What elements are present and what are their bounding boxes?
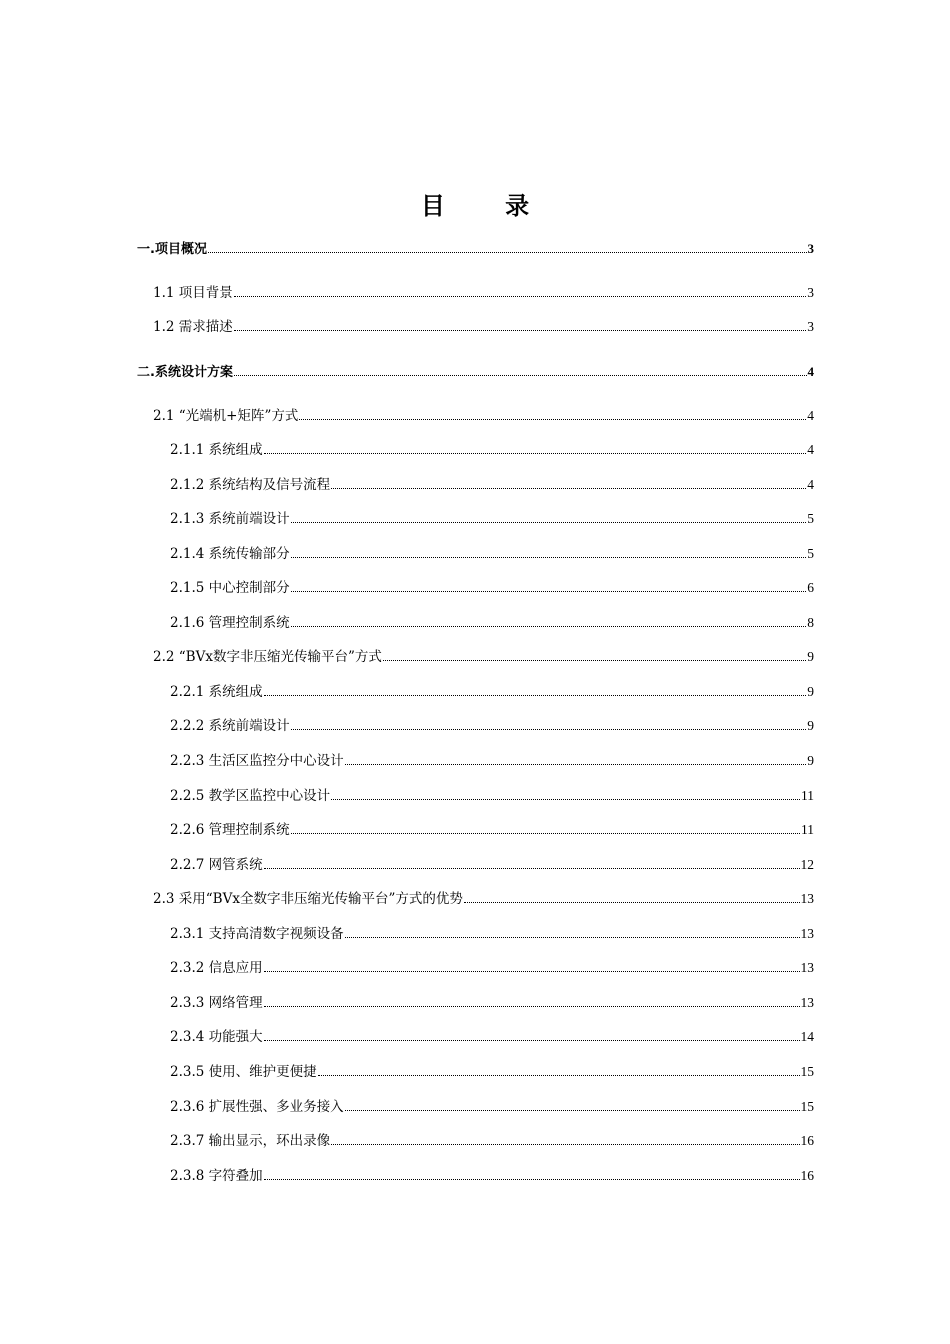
toc-entry-text: 2.3.1 支持高清数字视频设备 [170,926,344,942]
toc-entry[interactable] [170,1028,814,1046]
toc-entry[interactable] [170,994,814,1012]
toc-entry-page: 9 [807,649,814,664]
toc-entry[interactable] [170,510,814,528]
toc-entry-page: 13 [800,891,814,906]
toc-entry-text: 一.项目概况 [137,242,207,257]
leader-dots [345,763,807,765]
toc-entry-page: 3 [807,285,814,300]
leader-dots [331,487,806,489]
leader-dots [264,694,807,696]
toc-entry-page: 12 [800,857,814,872]
toc-entry[interactable] [137,240,814,259]
toc-entry[interactable] [170,579,814,597]
toc-entry-text: 2.2.2 系统前端设计 [170,718,290,734]
toc-entry-text: 2.1 “光端机+矩阵”方式 [153,408,299,424]
toc-entry-page: 8 [807,615,814,630]
toc-entry[interactable] [170,476,814,494]
leader-dots [291,728,807,730]
toc-entry-text: 2.1.2 系统结构及信号流程 [170,477,331,493]
toc-entry-page: 5 [807,511,814,526]
toc-entry-text: 2.3.7 输出显示，环出录像 [170,1133,331,1149]
toc-entry-page: 5 [807,546,814,561]
toc-entry[interactable] [170,441,814,459]
toc-entry[interactable] [153,890,814,908]
toc-entry-page: 16 [800,1168,814,1183]
toc-entry-page: 4 [807,442,814,457]
toc-entry-page: 9 [807,718,814,733]
leader-dots [345,936,800,938]
toc-entry-text: 1.1 项目背景 [153,285,233,301]
toc-entry-text: 2.3.4 功能强大 [170,1029,263,1045]
leader-dots [264,867,800,869]
toc-entry-text: 二.系统设计方案 [137,365,233,380]
leader-dots [331,798,800,800]
toc-entry-text: 2.1.5 中心控制部分 [170,580,290,596]
leader-dots [264,970,800,972]
toc-entry-text: 2.3.5 使用、维护更便捷 [170,1064,317,1080]
toc-entry-text: 2.1.6 管理控制系统 [170,615,290,631]
toc-entry-text: 2.2 “BVx数字非压缩光传输平台”方式 [153,649,382,665]
toc-entry-page: 3 [807,241,814,256]
toc-entry-text: 2.2.6 管理控制系统 [170,822,290,838]
toc-entry[interactable] [153,284,814,302]
toc-entry[interactable] [170,925,814,943]
toc-entry[interactable] [170,717,814,735]
toc-entry-page: 6 [807,580,814,595]
leader-dots [264,1178,800,1180]
toc-entry-text: 2.2.3 生活区监控分中心设计 [170,753,344,769]
leader-dots [291,590,807,592]
toc-entry[interactable] [170,1167,814,1185]
toc-entry-page: 15 [800,1064,814,1079]
toc-entry-text: 2.3.6 扩展性强、多业务接入 [170,1099,344,1115]
leader-dots [291,832,800,834]
toc-entry-text: 2.1.1 系统组成 [170,442,263,458]
toc-entry[interactable] [170,1098,814,1116]
leader-dots [291,521,807,523]
toc-entry-text: 2.3 采用“BVx全数字非压缩光传输平台”方式的优势 [153,891,463,907]
toc-entry[interactable] [170,856,814,874]
leader-dots [331,1143,799,1145]
toc-entry-page: 11 [801,822,814,837]
toc-entry-text: 2.2.5 教学区监控中心设计 [170,788,331,804]
leader-dots [464,901,800,903]
toc-entry[interactable] [153,318,814,336]
toc-entry[interactable] [170,959,814,977]
page-title: 目 录 [420,191,556,220]
toc-entry[interactable] [170,1063,814,1081]
toc-entry-page: 13 [800,995,814,1010]
toc-entry-text: 2.2.7 网管系统 [170,857,263,873]
toc-entry-text: 2.1.4 系统传输部分 [170,546,290,562]
leader-dots [383,659,806,661]
toc-entry[interactable] [170,683,814,701]
leader-dots [234,329,806,331]
toc-entry-page: 16 [800,1133,814,1148]
leader-dots [234,295,806,297]
toc-entry-page: 9 [807,753,814,768]
toc-entry-page: 4 [807,364,814,379]
leader-dots [264,1039,800,1041]
leader-dots [345,1109,800,1111]
leader-dots [208,251,807,253]
toc-entry-page: 4 [807,477,814,492]
leader-dots [318,1074,800,1076]
toc-entry-page: 13 [800,926,814,941]
toc-entry[interactable] [170,614,814,632]
toc-entry-page: 3 [807,319,814,334]
toc-entry[interactable] [170,752,814,770]
toc-entry-page: 9 [807,684,814,699]
toc-entry-text: 2.2.1 系统组成 [170,684,263,700]
leader-dots [291,625,807,627]
toc-entry-text: 2.3.2 信息应用 [170,960,263,976]
leader-dots [264,452,807,454]
leader-dots [299,418,806,420]
toc-entry[interactable] [137,363,814,382]
toc-entry-text: 2.1.3 系统前端设计 [170,511,290,527]
toc-entry[interactable] [153,648,814,666]
toc-entry-text: 2.3.8 字符叠加 [170,1168,263,1184]
leader-dots [264,1005,800,1007]
toc-entry-page: 14 [800,1029,814,1044]
toc-entry[interactable] [170,821,814,839]
toc-entry[interactable] [170,545,814,563]
toc-entry-text: 1.2 需求描述 [153,319,233,335]
toc-entry[interactable] [170,1132,814,1150]
leader-dots [234,374,807,376]
toc-entry-page: 15 [800,1099,814,1114]
toc-entry-text: 2.3.3 网络管理 [170,995,263,1011]
toc-entry[interactable] [170,787,814,805]
toc-entry[interactable] [153,407,814,425]
toc-entry-page: 11 [801,788,814,803]
leader-dots [291,556,807,558]
toc-entry-page: 13 [800,960,814,975]
toc-entry-page: 4 [807,408,814,423]
